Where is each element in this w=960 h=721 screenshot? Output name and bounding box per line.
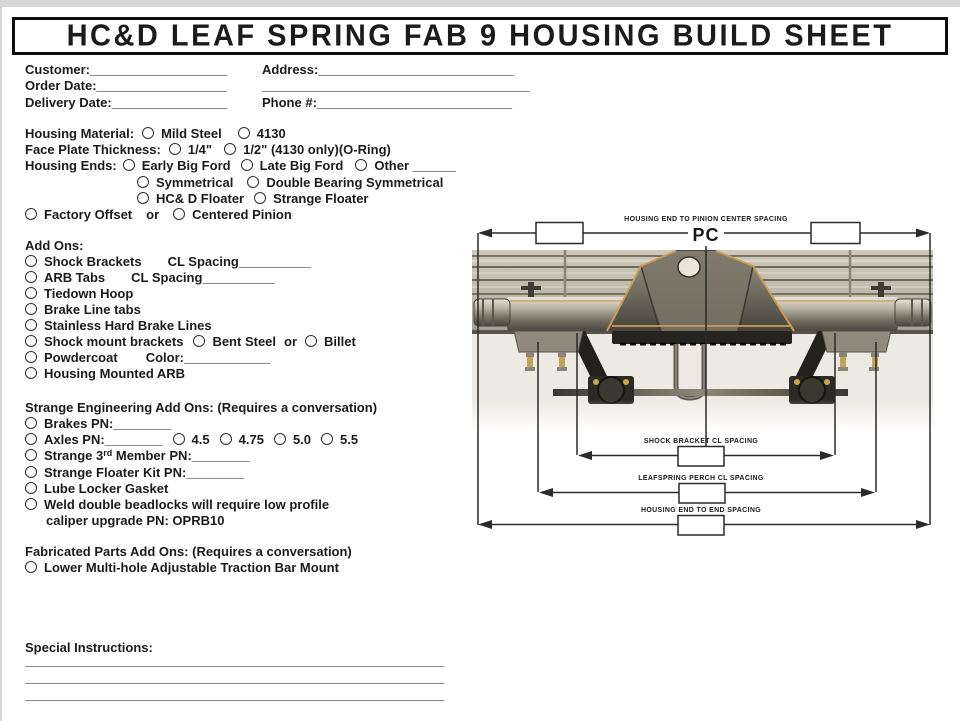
- scan-edge-top: [0, 0, 960, 7]
- radio-late-big-ford[interactable]: [241, 159, 253, 171]
- address-blank[interactable]: ___________________________: [318, 62, 514, 77]
- radio-brakes-pn[interactable]: [25, 417, 37, 429]
- radio-lube-locker[interactable]: [25, 482, 37, 494]
- ratio-475-label: 4.75: [238, 432, 264, 447]
- quarter-inch-label: 1/4": [187, 142, 213, 158]
- radio-mild-steel[interactable]: [142, 127, 154, 139]
- brakes-pn-label: Brakes PN:: [44, 416, 114, 431]
- brakes-pn-blank[interactable]: ________: [113, 416, 172, 431]
- radio-quarter-inch[interactable]: [169, 143, 181, 155]
- radio-axles-pn[interactable]: [25, 433, 37, 445]
- customer-info-section: [25, 62, 530, 111]
- floater-kit-blank[interactable]: ________: [186, 465, 245, 480]
- stainless-lines-label: Stainless Hard Brake Lines: [44, 318, 212, 333]
- pinion-left-dim-box[interactable]: [536, 223, 583, 244]
- radio-stainless-lines[interactable]: [25, 319, 37, 331]
- traction-bar-mount-label: Lower Multi-hole Adjustable Traction Bar Mount: [44, 560, 339, 575]
- weld-beadlocks-label: Weld double beadlocks will require low profile: [44, 497, 330, 512]
- radio-housing-arb[interactable]: [25, 367, 37, 379]
- photo-bottom-fade: [472, 400, 933, 432]
- housing-arb-label: Housing Mounted ARB: [44, 366, 186, 381]
- housing-dimension-diagram: [470, 208, 940, 548]
- centered-pinion-label: Centered Pinion: [192, 207, 292, 223]
- third-member-superscript: rd: [103, 448, 113, 458]
- factory-offset-label: Factory Offset: [44, 207, 133, 223]
- bent-steel-label: Bent Steel: [212, 334, 277, 349]
- radio-ratio-475[interactable]: [220, 433, 232, 445]
- fabricated-header: Fabricated Parts Add Ons: (Requires a conversation): [25, 544, 352, 559]
- special-instructions-label: Special Instructions:: [25, 640, 153, 655]
- radio-ratio-45[interactable]: [173, 433, 185, 445]
- axles-pn-label: Axles PN:: [44, 432, 105, 447]
- title-box: [12, 17, 948, 55]
- end-spacing-label: HOUSING END TO END SPACING: [640, 507, 762, 514]
- radio-4130[interactable]: [238, 127, 250, 139]
- arb-cl-label: CL Spacing: [131, 270, 203, 285]
- billet-label: Billet: [324, 334, 356, 349]
- third-member-label-2: Member PN:: [112, 448, 192, 463]
- radio-billet[interactable]: [305, 335, 317, 347]
- special-line-3[interactable]: __________________________________________________________: [25, 687, 445, 702]
- delivery-date-label: Delivery Date:: [25, 94, 112, 110]
- symmetrical-label: Symmetrical: [156, 174, 234, 190]
- phone-label: Phone #:: [262, 94, 317, 110]
- pc-label: PC: [692, 225, 720, 245]
- radio-ratio-50[interactable]: [274, 433, 286, 445]
- or-text-2: or: [284, 334, 298, 349]
- color-label: Color:: [145, 350, 184, 365]
- radio-bent-steel[interactable]: [193, 335, 205, 347]
- radio-shock-brackets[interactable]: [25, 255, 37, 267]
- radio-brake-line-tabs[interactable]: [25, 303, 37, 315]
- radio-third-member[interactable]: [25, 449, 37, 461]
- ratio-50-label: 5.0: [292, 432, 312, 447]
- floater-kit-label: Strange Floater Kit PN:: [44, 465, 187, 480]
- powdercoat-label: Powdercoat: [44, 350, 118, 365]
- shock-brackets-label: Shock Brackets: [44, 254, 142, 269]
- radio-other-end[interactable]: [355, 159, 367, 171]
- end-dim-box[interactable]: [678, 516, 724, 536]
- fabricated-parts-section: [25, 544, 352, 576]
- delivery-date-blank[interactable]: ________________: [111, 94, 228, 110]
- lube-locker-label: Lube Locker Gasket: [44, 481, 169, 496]
- housing-photo: [472, 241, 933, 432]
- radio-weld-beadlocks[interactable]: [25, 498, 37, 510]
- radio-factory-offset[interactable]: [25, 208, 37, 220]
- radio-hcd-floater[interactable]: [137, 192, 149, 204]
- radio-traction-bar-mount[interactable]: [25, 561, 37, 573]
- label-4130: 4130: [256, 126, 286, 141]
- other-end-label: Other ______: [374, 158, 457, 174]
- radio-tiedown-hoop[interactable]: [25, 287, 37, 299]
- arb-tabs-label: ARB Tabs: [44, 270, 106, 285]
- address-blank-2[interactable]: _____________________________________: [262, 78, 530, 94]
- radio-shock-mount-brackets[interactable]: [25, 335, 37, 347]
- housing-material-label: Housing Material:: [25, 126, 135, 141]
- pinion-spacing-label: HOUSING END TO PINION CENTER SPACING: [624, 216, 788, 223]
- customer-label: Customer:: [25, 62, 91, 77]
- brake-line-tabs-label: Brake Line tabs: [44, 302, 141, 317]
- housing-ends-label: Housing Ends:: [25, 158, 117, 174]
- strange-header: Strange Engineering Add Ons: (Requires a conversation): [25, 400, 378, 415]
- half-inch-label: 1/2" (4130 only)(O-Ring): [243, 142, 391, 158]
- perch-dim-box[interactable]: [679, 484, 725, 504]
- late-big-ford-label: Late Big Ford: [259, 158, 344, 174]
- caliper-upgrade-label: caliper upgrade PN: OPRB10: [46, 513, 225, 528]
- scan-edge-left: [0, 0, 2, 721]
- double-bearing-label: Double Bearing Symmetrical: [266, 174, 444, 190]
- faceplate-label: Face Plate Thickness:: [25, 142, 161, 158]
- arb-cl-blank[interactable]: __________: [202, 270, 275, 285]
- shock-cl-label: CL Spacing: [167, 254, 239, 269]
- radio-strange-floater[interactable]: [254, 192, 266, 204]
- radio-half-inch[interactable]: [224, 143, 236, 155]
- shock-spacing-label: SHOCK BRACKET CL SPACING: [643, 438, 759, 445]
- strange-floater-label: Strange Floater: [273, 190, 369, 206]
- strange-addons-section: [25, 400, 377, 529]
- third-member-blank[interactable]: ________: [191, 448, 250, 463]
- radio-double-bearing[interactable]: [247, 176, 259, 188]
- shock-cl-blank[interactable]: __________: [238, 254, 312, 269]
- address-label: Address:: [262, 62, 319, 77]
- perch-spacing-label: LEAFSPRING PERCH CL SPACING: [638, 475, 764, 482]
- page-title: HC&D LEAF SPRING FAB 9 HOUSING BUILD SHEET: [66, 18, 894, 53]
- delivery-date-row: [25, 95, 530, 111]
- phone-blank[interactable]: ___________________________: [316, 94, 513, 110]
- radio-centered-pinion[interactable]: [173, 208, 185, 220]
- early-big-ford-label: Early Big Ford: [141, 158, 231, 174]
- color-blank[interactable]: ____________: [183, 350, 271, 365]
- radio-early-big-ford[interactable]: [123, 159, 135, 171]
- order-date-blank[interactable]: __________________: [96, 78, 227, 94]
- special-instructions-lines: [25, 652, 444, 703]
- radio-floater-kit[interactable]: [25, 466, 37, 478]
- ratio-45-label: 4.5: [191, 432, 210, 447]
- radio-ratio-55[interactable]: [321, 433, 333, 445]
- hcd-floater-label: HC& D Floater: [156, 190, 245, 206]
- axles-pn-blank[interactable]: ________: [104, 432, 163, 447]
- order-date-row: [25, 78, 530, 94]
- customer-blank[interactable]: ___________________: [90, 62, 228, 77]
- shock-dim-box[interactable]: [678, 447, 724, 467]
- special-line-1[interactable]: __________________________________________________________: [25, 653, 445, 668]
- add-ons-section: [25, 238, 356, 382]
- add-ons-header: Add Ons:: [25, 238, 84, 253]
- shock-mount-label: Shock mount brackets: [44, 334, 184, 349]
- pinion-right-dim-box[interactable]: [811, 223, 860, 244]
- or-text: or: [146, 207, 160, 223]
- third-member-label: Strange 3: [44, 448, 104, 463]
- radio-powdercoat[interactable]: [25, 351, 37, 363]
- special-line-2[interactable]: __________________________________________________________: [25, 670, 445, 685]
- ratio-55-label: 5.5: [340, 432, 359, 447]
- radio-arb-tabs[interactable]: [25, 271, 37, 283]
- order-date-label: Order Date:: [25, 78, 97, 94]
- filler-hole: [678, 257, 700, 277]
- tiedown-hoop-label: Tiedown Hoop: [44, 286, 134, 301]
- radio-symmetrical[interactable]: [137, 176, 149, 188]
- housing-options-section: [25, 126, 456, 223]
- mild-steel-label: Mild Steel: [161, 126, 222, 141]
- customer-row: [25, 62, 530, 78]
